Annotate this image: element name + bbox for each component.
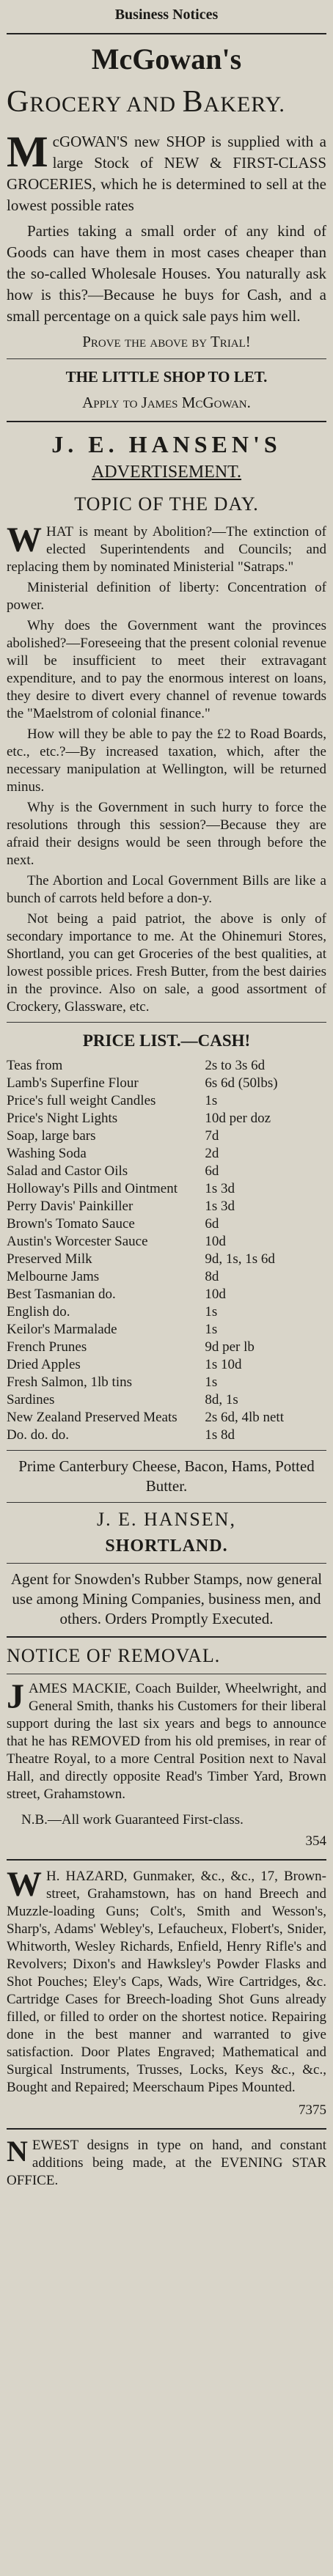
price-row [7,1427,326,1444]
price-row [7,1391,326,1409]
hazard-para [7,1865,326,2097]
price-row [7,1145,326,1163]
newest-ad [7,2137,326,2190]
dropcap: J [7,1677,24,1716]
price-value: 10d [205,1287,226,1302]
para-text: cGOWAN'S new SHOP is supplied with a large Stock of NEW & FIRST-CLASS GROCERIES, which he is determined to sell at the lowest possible rates [7,133,326,214]
removal-title: NOTICE OF REMOVAL. [7,1645,221,1666]
price-item: Sardines [7,1392,55,1407]
price-row [7,1339,326,1356]
cheese-line: Prime Canterbury Cheese, Bacon, Hams, Potted Butter. [18,1457,315,1495]
price-row [7,1075,326,1092]
price-row [7,1180,326,1198]
hansen-signature-name: J. E. HANSEN, [97,1509,236,1530]
advertisement-label: ADVERTISEMENT. [91,463,242,482]
price-item: Washing Soda [7,1146,87,1161]
price-item: Fresh Salmon, 1lb tins [7,1375,133,1390]
price-item: Lamb's Superfine Flour [7,1075,139,1091]
price-value: 7d [205,1128,219,1144]
price-list-title: PRICE LIST.—CASH! [82,1031,251,1050]
price-row [7,1303,326,1321]
price-row [7,1409,326,1427]
price-item: Soap, large bars [7,1128,96,1144]
mcgowan-para-2: Parties taking a small order of any kind of Goods can have them in most cases cheaper than the so-called Wholesale Houses. You naturally ask how is this?—Because he buys for Cash, and a small percentage on a quick sale pays him well. [7,222,326,325]
price-item: English do. [7,1304,70,1320]
price-row [7,1233,326,1251]
hansen-signature-place: SHORTLAND. [105,1537,228,1556]
hansen-title: J. E. HANSEN'S [51,431,282,457]
price-value: 10d [205,1234,226,1249]
divider [7,1563,326,1564]
para-text: EWEST designs in type on hand, and constant additions being made, at the EVENING STAR OFFICE. [7,2138,326,2188]
para-text: H. HAZARD, Gunmaker, &c., &c., 17, Brown-street, Grahamstown, has on hand Breech and Muzzle-loading Guns; Colt's, Smith and Wesson's, Sharp's, Adams' Webley's, Lefaucheux, Flobert's, Snider, Whitworth, Wesley Richards, Enfield, Henry Rifle's and Revolvers; Dixon's and Hawksley's Powder Flasks and Shot Pouches; Eley's Caps, Wads, Wire Cartridges, &c. Cartridge Cases for Breech-loading Shot Guns already filled, or filled to order on the shortest notice. Repairing done in the best manner and warranted to give satisfaction. Door Plates Engraved; Mathematical and Surgical Instruments, Trusses, Locks, Keys &c., &c., Bought and Repaired; Meerschaum Pipes Mounted. [7,1869,326,2095]
mcgowan-ad [7,42,326,413]
price-item: Dried Apples [7,1357,81,1372]
mcgowan-subtitle [7,83,326,124]
subtitle-part: AKERY. [203,92,285,117]
newspaper-column [4,0,329,2190]
price-table [7,1057,326,1444]
hazard-ad [7,1865,326,2121]
divider [7,1022,326,1023]
price-row [7,1251,326,1268]
price-item: Price's Night Lights [7,1111,118,1126]
para-text: AMES MACKIE, Coach Builder, Wheelwright, and General Smith, thanks his Customers for their liberal support during the last six years and begs to announce that he has REMOVED from his old premises, in rear of Theatre Royal, to a more Central Position next to Naval Hall, and directly opposite Read's Timber Yard, Brown street, Grahamstown. [7,1681,326,1802]
divider [7,2128,326,2130]
removal-para [7,1677,326,1803]
price-value: 6d [205,1163,219,1179]
price-item: Price's full weight Candles [7,1093,156,1108]
divider [7,1502,326,1503]
price-value: 1s [205,1322,218,1337]
price-value: 2d [205,1146,219,1161]
price-item: Brown's Tomato Sauce [7,1216,135,1232]
hansen-ad [7,430,326,1629]
subtitle-part: G [7,85,30,119]
ref-number: 354 [305,1833,326,1849]
price-row [7,1215,326,1233]
newest-para [7,2137,326,2190]
mcgowan-para-1 [7,128,326,216]
price-value: 2s to 3s 6d [205,1058,266,1073]
hansen-para: Why is the Government in such hurry to force the resolutions through this session?—Because they are afraid their designs would be seen through before the next. [7,800,326,868]
price-row [7,1356,326,1374]
divider [7,1450,326,1451]
little-shop-heading: THE LITTLE SHOP TO LET. [65,368,268,386]
price-value: 1s [205,1304,218,1320]
topic-heading: TOPIC OF THE DAY. [74,493,259,515]
price-item: Keilor's Marmalade [7,1322,117,1337]
price-row [7,1286,326,1303]
price-value: 9d, 1s, 1s 6d [205,1251,275,1267]
price-value: 6s 6d (50lbs) [205,1075,278,1091]
price-row [7,1321,326,1339]
hansen-para [7,520,326,576]
price-row [7,1057,326,1075]
mcgowan-title: McGowan's [91,43,242,76]
hansen-para: How will they be able to pay the £2 to Road Boards, etc., etc.?—By increased taxation, which, after the necessary manipulation at Wellington, will be returned minus. [7,726,326,795]
divider [7,358,326,359]
price-item: Melbourne Jams [7,1269,100,1284]
price-row [7,1110,326,1127]
ref-number: 7375 [299,2102,326,2118]
price-item: New Zealand Preserved Meats [7,1410,178,1425]
price-item: Do. do. do. [7,1427,69,1443]
price-item: Preserved Milk [7,1251,92,1267]
price-value: 1s 3d [205,1181,235,1196]
price-row [7,1374,326,1391]
hazard-body [7,1865,326,2097]
price-row [7,1092,326,1110]
removal-notice [7,1645,326,1852]
price-value: 8d [205,1269,219,1284]
hansen-para: Why does the Government want the provinces abolished?—Foreseeing that the present colonial revenue will be insufficient to meet their extravagant expenditure, and to pay the enormous interest on loans, they desire to divert every channel of revenue towards the "Maelstrom of colonial finance." [7,618,326,721]
agent-text: Agent for Snowden's Rubber Stamps, now general use among Mining Companies, business men, and others. Orders Promptly Executed. [10,1570,323,1627]
price-value: 2s 6d, 4lb nett [205,1410,284,1425]
price-row [7,1268,326,1286]
divider [7,1859,326,1861]
removal-footer [7,1809,326,1830]
price-item: Teas from [7,1058,63,1073]
price-value: 6d [205,1216,219,1232]
removal-body [7,1677,326,1803]
dropcap: M [7,128,48,176]
divider [7,1636,326,1638]
dropcap: N [7,2135,28,2168]
hansen-para: The Abortion and Local Government Bills are like a bunch of carrots held before a don-y. [7,873,326,906]
apply-line: Apply to James McGowan. [82,394,251,411]
price-value: 9d per lb [205,1339,255,1355]
price-value: 1s 10d [205,1357,242,1372]
price-value: 1s 8d [205,1427,235,1443]
price-item: Salad and Castor Oils [7,1163,128,1179]
hansen-body [7,520,326,1016]
dropcap: W [7,1865,42,1904]
dropcap: W [7,520,42,559]
section-header: Business Notices [114,7,219,23]
price-value: 1s [205,1093,218,1108]
price-row [7,1127,326,1145]
price-row [7,1198,326,1215]
divider [7,33,326,34]
price-item: Holloway's Pills and Ointment [7,1181,178,1196]
price-item: Austin's Worcester Sauce [7,1234,148,1249]
prove-line: Prove the above by Trial! [82,333,251,350]
nb-line: N.B.—All work Guaranteed First-class. [21,1812,244,1828]
newest-body [7,2137,326,2190]
price-item: Perry Davis' Painkiller [7,1199,133,1214]
price-row [7,1163,326,1180]
price-item: Best Tasmanian do. [7,1287,116,1302]
subtitle-part: B [182,85,204,119]
price-value: 1s 3d [205,1199,235,1214]
price-item: French Prunes [7,1339,87,1355]
price-value: 8d, 1s [205,1392,238,1407]
subtitle-part: ROCERY AND [29,92,183,117]
divider [7,421,326,422]
hansen-para: Ministerial definition of liberty: Concentration of power. [7,580,326,613]
price-value: 1s [205,1375,218,1390]
para-text: HAT is meant by Abolition?—The extinction of elected Superintendents and Councils; and replacing them by nominated Ministerial "Satraps." [7,524,326,575]
price-value: 10d per doz [205,1111,271,1126]
hansen-para: Not being a paid patriot, the above is only of secondary importance to me. At the Ohinemuri Stores, Shortland, you can get Groceries of the best qualities, at lowest possible prices. Fresh Butter, from the best dairies in the province. Also on sale, a good assortment of Crockery, Glassware, etc. [7,911,326,1015]
